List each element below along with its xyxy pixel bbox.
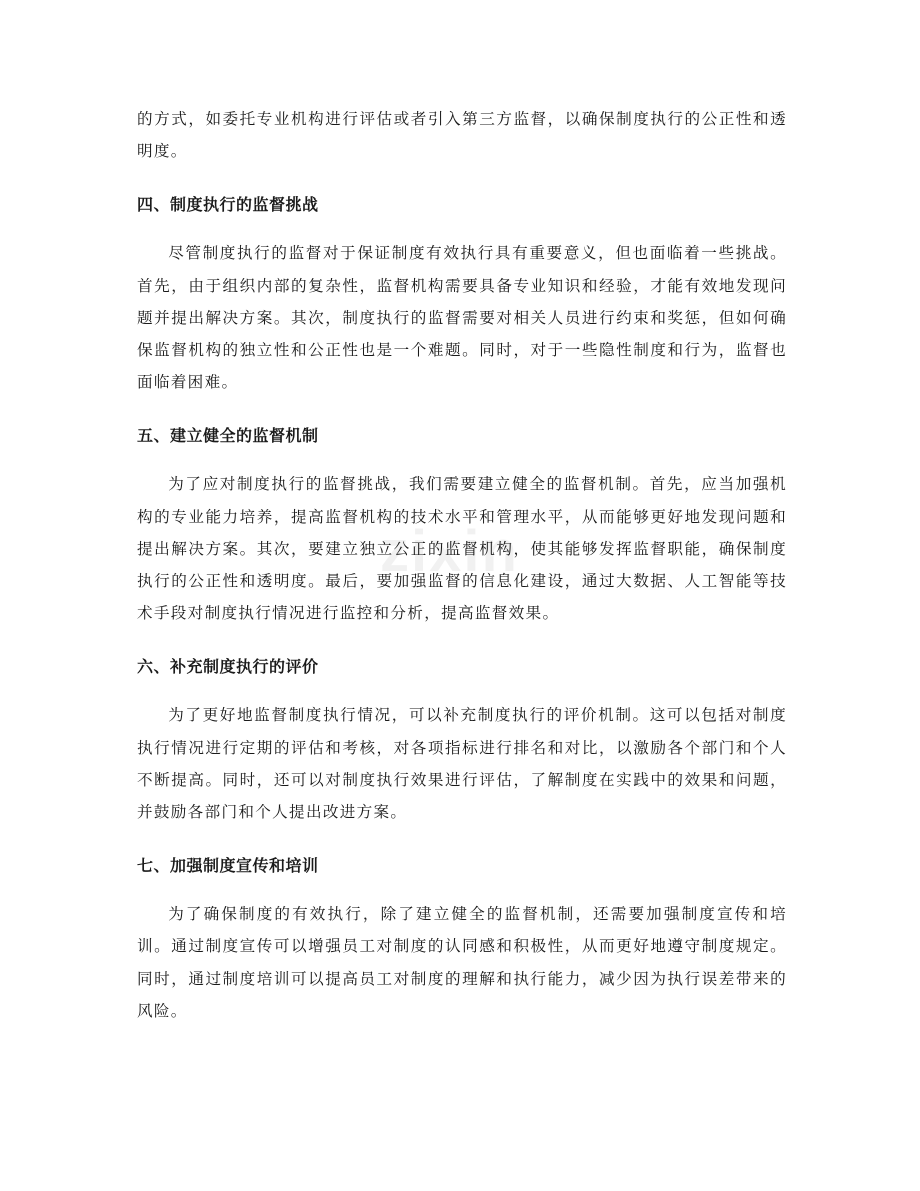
section-heading-4: 四、制度执行的监督挑战 <box>137 195 319 215</box>
section-paragraph-4: 尽管制度执行的监督对于保证制度有效执行具有重要意义，但也面临着一些挑战。首先，由于组织内部的复杂性，监督机构需要具备专业知识和经验，才能有效地发现问题并提出解决方案。其次，制度执行的监督需要对相关人员进行约束和奖惩，但如何确保监督机构的独立性和公正性也是一个难题。同时，对于一些隐性制度和行为，监督也面临着困难。 <box>137 244 787 392</box>
section-heading-7: 七、加强制度宣传和培训 <box>137 856 319 876</box>
section-heading-6: 六、补充制度执行的评价 <box>137 657 319 677</box>
intro-paragraph: 的方式，如委托专业机构进行评估或者引入第三方监督，以确保制度执行的公正性和透明度。 <box>137 110 787 161</box>
section-paragraph-5: 为了应对制度执行的监督挑战，我们需要建立健全的监督机制。首先，应当加强机构的专业能力培养，提高监督机构的技术水平和管理水平，从而能够更好地发现问题和提出解决方案。其次，要建立独立公正的监督机构，使其能够发挥监督职能，确保制度执行的公正性和透明度。最后，要加强监督的信息化建设，通过大数据、人工智能等技术手段对制度执行情况进行监控和分析，提高监督效果。 <box>137 475 787 623</box>
watermark: zixin <box>380 519 519 584</box>
section-paragraph-6: 为了更好地监督制度执行情况，可以补充制度执行的评价机制。这可以包括对制度执行情况进行定期的评估和考核，对各项指标进行排名和对比，以激励各个部门和个人不断提高。同时，还可以对制度执行效果进行评估，了解制度在实践中的效果和问题，并鼓励各部门和个人提出改进方案。 <box>137 706 787 822</box>
section-heading-5: 五、建立健全的监督机制 <box>137 426 319 446</box>
document-body <box>137 103 787 1027</box>
section-paragraph-7: 为了确保制度的有效执行，除了建立健全的监督机制，还需要加强制度宣传和培训。通过制度宣传可以增强员工对制度的认同感和积极性，从而更好地遵守制度规定。同时，通过制度培训可以提高员工对制度的理解和执行能力，减少因为执行误差带来的风险。 <box>137 905 787 1020</box>
